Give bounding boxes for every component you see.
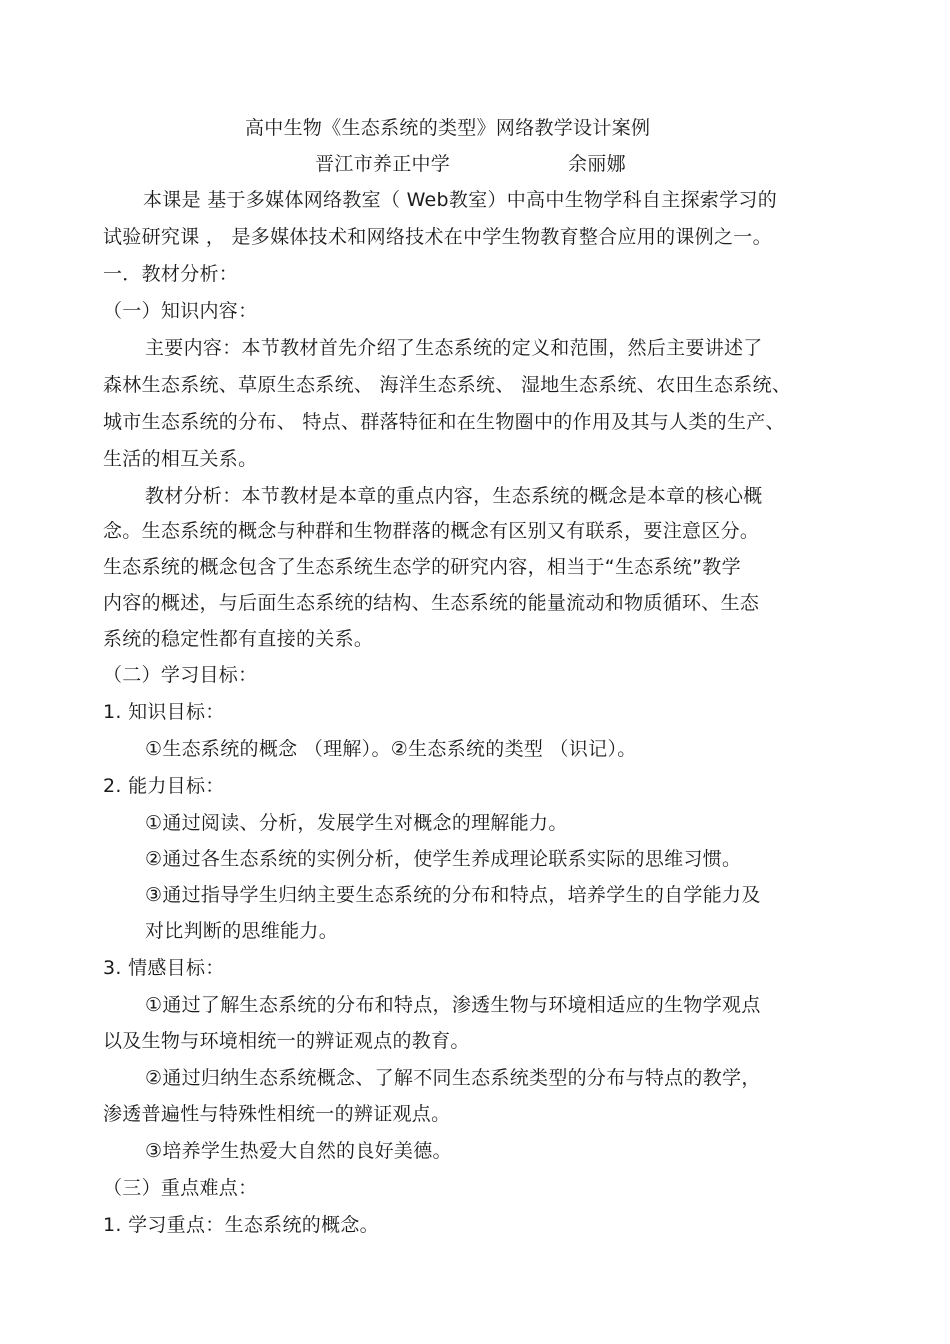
key-point: 1. 学习重点：生态系统的概念。 (103, 1214, 379, 1236)
goal-item: ①生态系统的概念 （理解）。②生态系统的类型 （识记）。 (145, 738, 637, 760)
goal-item: ②通过归纳生态系统概念、了解不同生态系统类型的分布与特点的教学， (145, 1067, 761, 1089)
paragraph-line: 森林生态系统、草原生态系统、 海洋生态系统、 湿地生态系统、农田生态系统、 (103, 374, 792, 396)
paragraph-line: 主要内容：本节教材首先介绍了生态系统的定义和范围，然后主要讲述了 (145, 337, 763, 359)
section-heading: 一．教材分析： (103, 263, 239, 285)
goal-item: ①通过阅读、分析，发展学生对概念的理解能力。 (145, 812, 568, 834)
intro-line: 试验研究课 ， 是多媒体技术和网络技术在中学生物教育整合应用的课例之一。 (103, 226, 772, 248)
goal-heading: 1. 知识目标： (103, 701, 225, 723)
paragraph-line: 教材分析：本节教材是本章的重点内容，生态系统的概念是本章的核心概 (145, 485, 763, 507)
paragraph-line: 系统的稳定性都有直接的关系。 (103, 628, 374, 650)
paragraph-line: 城市生态系统的分布、 特点、群落特征和在生物圈中的作用及其与人类的生产、 (103, 411, 785, 433)
goal-item: 渗透普遍性与特殊性相统一的辨证观点。 (103, 1103, 451, 1125)
paragraph-line: 内容的概述，与后面生态系统的结构、生态系统的能量流动和物质循环、生态 (103, 592, 760, 614)
school-name: 晋江市养正中学 (315, 153, 451, 175)
subsection-heading: （三）重点难点： (103, 1177, 258, 1199)
intro-line: 本课是 基于多媒体网络教室（ Web教室）中高中生物学科自主探索学习的 (143, 189, 778, 211)
goal-item: ①通过了解生态系统的分布和特点，渗透生物与环境相适应的生物学观点 (145, 994, 761, 1016)
goal-item: 对比判断的思维能力。 (145, 920, 339, 942)
paragraph-line: 念。生态系统的概念与种群和生物群落的概念有区别又有联系，要注意区分。 (103, 520, 760, 542)
paragraph-line: 生活的相互关系。 (103, 448, 258, 470)
goal-item: ③通过指导学生归纳主要生态系统的分布和特点，培养学生的自学能力及 (145, 884, 761, 906)
goal-item: 以及生物与环境相统一的辨证观点的教育。 (103, 1030, 470, 1052)
goal-item: ②通过各生态系统的实例分析，使学生养成理论联系实际的思维习惯。 (145, 848, 742, 870)
subsection-heading: （一）知识内容： (103, 300, 258, 322)
subsection-heading: （二）学习目标： (103, 664, 258, 686)
paragraph-line: 生态系统的概念包含了生态系统生态学的研究内容，相当于“生态系统”教学 (103, 556, 741, 578)
goal-heading: 2. 能力目标： (103, 775, 225, 797)
author-name: 余丽娜 (568, 153, 626, 175)
goal-heading: 3. 情感目标： (103, 957, 225, 979)
goal-item: ③培养学生热爱大自然的良好美德。 (145, 1140, 452, 1162)
document-title: 高中生物《生态系统的类型》网络教学设计案例 (245, 117, 651, 139)
